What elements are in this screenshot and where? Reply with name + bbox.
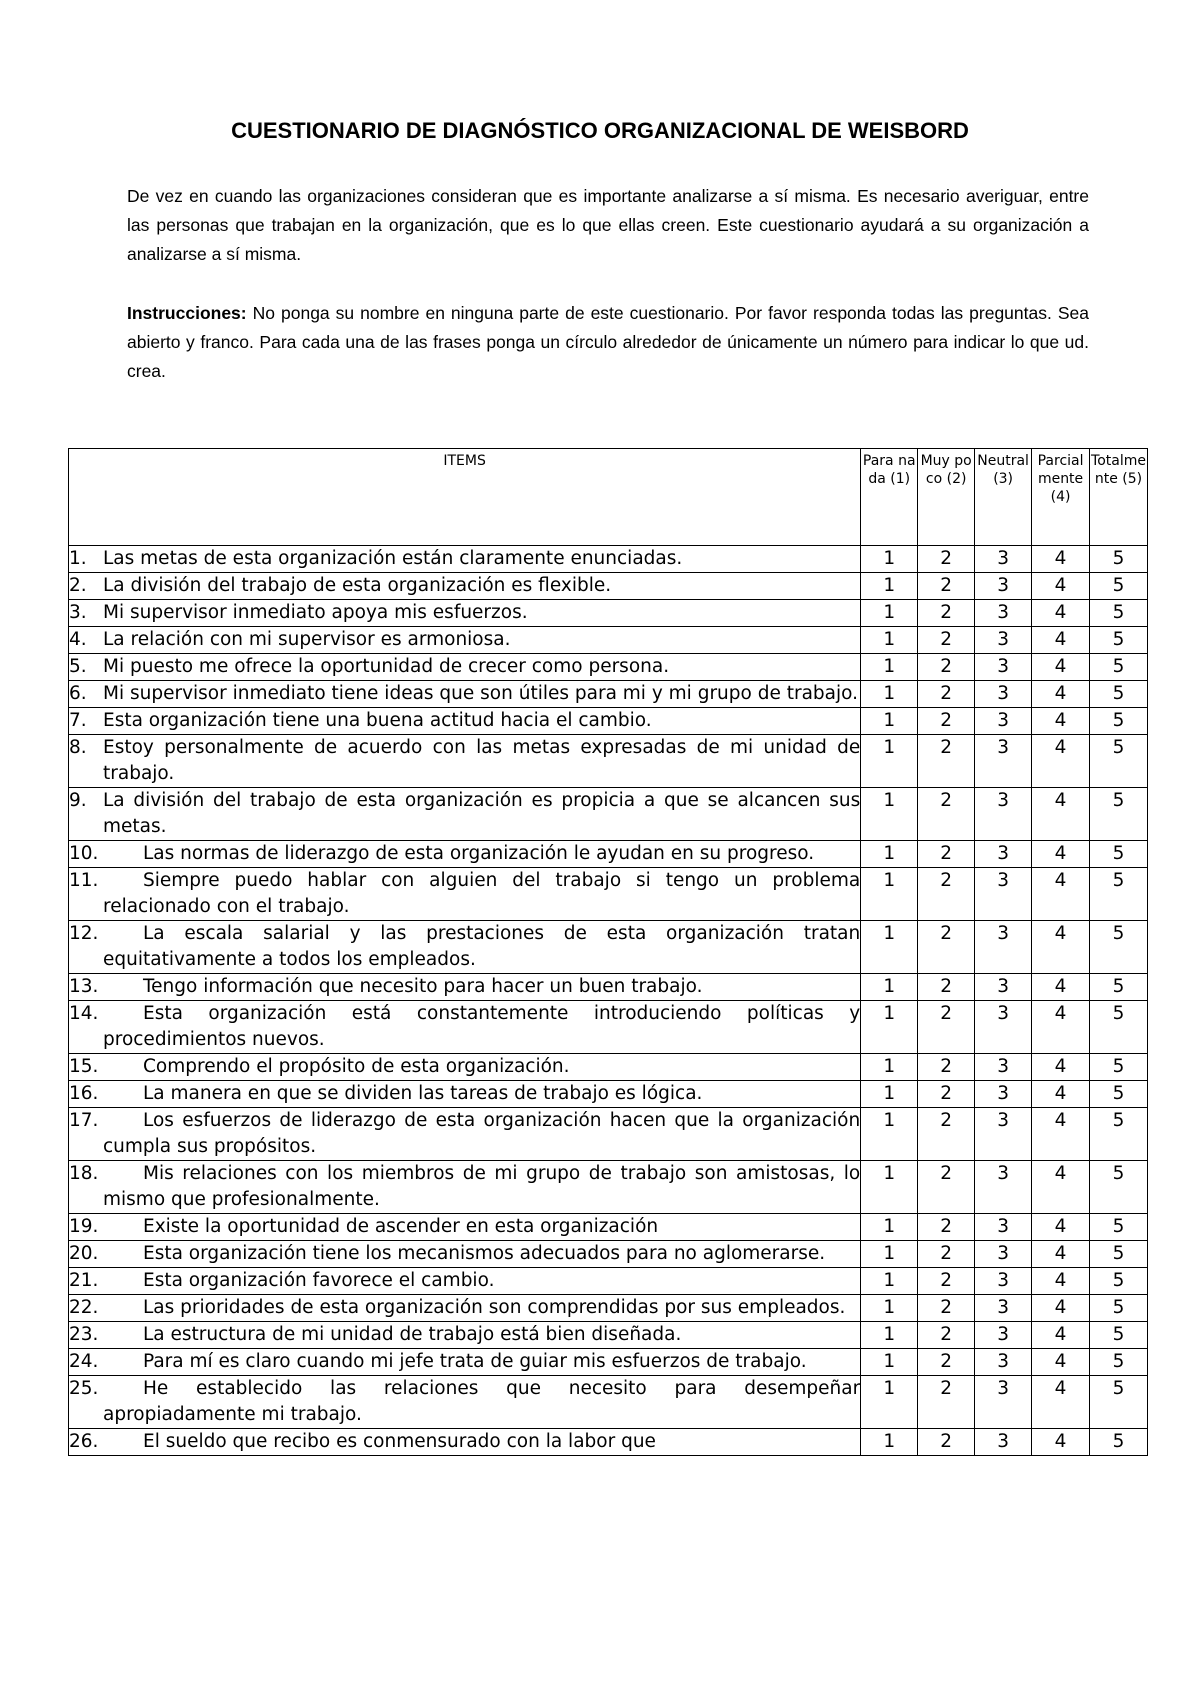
- item-number: 4.: [69, 629, 87, 650]
- rating-option-3[interactable]: 3: [975, 708, 1032, 735]
- item-number: 5.: [69, 656, 87, 677]
- rating-option-4[interactable]: 4: [1032, 974, 1090, 1001]
- item-content: [69, 788, 860, 840]
- item-number: 24.: [69, 1351, 99, 1372]
- item-text: Estoy personalmente de acuerdo con las metas expresadas de mi unidad de trabajo.: [103, 737, 861, 784]
- rating-option-4[interactable]: 4: [1032, 627, 1090, 654]
- item-cell: [69, 1214, 861, 1241]
- item-content: [69, 573, 860, 599]
- item-content: [69, 1241, 860, 1267]
- item-cell: [69, 573, 861, 600]
- rating-option-2[interactable]: 2: [918, 1349, 975, 1376]
- rating-option-4[interactable]: 4: [1032, 841, 1090, 868]
- rating-option-3[interactable]: 3: [975, 654, 1032, 681]
- item-text: La división del trabajo de esta organización es flexible.: [103, 575, 612, 596]
- item-content: [69, 974, 860, 1000]
- rating-option-5[interactable]: 5: [1090, 1241, 1148, 1268]
- rating-option-1[interactable]: 1: [861, 1295, 918, 1322]
- item-cell: [69, 1001, 861, 1054]
- rating-option-1[interactable]: 1: [861, 921, 918, 974]
- item-number: 2.: [69, 575, 87, 596]
- rating-option-2[interactable]: 2: [918, 1376, 975, 1429]
- rating-option-2[interactable]: 2: [918, 841, 975, 868]
- item-content: [69, 841, 860, 867]
- rating-option-4[interactable]: 4: [1032, 546, 1090, 573]
- rating-option-4[interactable]: 4: [1032, 1376, 1090, 1429]
- rating-option-2[interactable]: 2: [918, 546, 975, 573]
- item-number: 15.: [69, 1056, 99, 1077]
- item-content: [69, 1295, 860, 1321]
- rating-option-1[interactable]: 1: [861, 974, 918, 1001]
- item-text: Tengo información que necesito para hacer un buen trabajo.: [143, 976, 703, 997]
- rating-option-2[interactable]: 2: [918, 1322, 975, 1349]
- item-number: 1.: [69, 548, 87, 569]
- item-cell: [69, 921, 861, 974]
- rating-option-4[interactable]: 4: [1032, 1001, 1090, 1054]
- item-number: 9.: [69, 790, 87, 811]
- rating-option-5[interactable]: 5: [1090, 573, 1148, 600]
- item-content: [69, 708, 860, 734]
- rating-option-5[interactable]: 5: [1090, 788, 1148, 841]
- rating-option-3[interactable]: 3: [975, 1349, 1032, 1376]
- table-row: [69, 1376, 1148, 1429]
- item-number: 16.: [69, 1083, 99, 1104]
- item-cell: [69, 868, 861, 921]
- table-row: [69, 1108, 1148, 1161]
- item-content: [69, 600, 860, 626]
- table-row: [69, 573, 1148, 600]
- table-header-row: [69, 449, 1148, 546]
- instructions-paragraph: [127, 299, 1089, 386]
- rating-option-5[interactable]: 5: [1090, 1161, 1148, 1214]
- item-cell: [69, 1241, 861, 1268]
- rating-option-1[interactable]: 1: [861, 868, 918, 921]
- rating-option-1[interactable]: 1: [861, 600, 918, 627]
- item-text: Esta organización tiene una buena actitud hacia el cambio.: [103, 710, 652, 731]
- rating-option-2[interactable]: 2: [918, 735, 975, 788]
- rating-option-4[interactable]: 4: [1032, 1268, 1090, 1295]
- table-row: [69, 1214, 1148, 1241]
- rating-option-3[interactable]: 3: [975, 1054, 1032, 1081]
- item-text: La división del trabajo de esta organización es propicia a que se alcancen sus metas.: [103, 790, 861, 837]
- rating-option-4[interactable]: 4: [1032, 1322, 1090, 1349]
- item-text: Mis relaciones con los miembros de mi grupo de trabajo son amistosas, lo mismo que profesionalmente.: [103, 1163, 861, 1210]
- item-number: 13.: [69, 976, 99, 997]
- rating-option-2[interactable]: 2: [918, 1001, 975, 1054]
- item-text: Los esfuerzos de liderazgo de esta organización hacen que la organización cumpla sus propósitos.: [103, 1110, 861, 1157]
- table-row: [69, 921, 1148, 974]
- table-row: [69, 868, 1148, 921]
- rating-option-4[interactable]: 4: [1032, 1054, 1090, 1081]
- item-text: Mi supervisor inmediato tiene ideas que son útiles para mi y mi grupo de trabajo.: [103, 683, 859, 704]
- table-body: [69, 546, 1148, 1456]
- rating-option-5[interactable]: 5: [1090, 1349, 1148, 1376]
- rating-option-4[interactable]: 4: [1032, 868, 1090, 921]
- item-cell: [69, 1161, 861, 1214]
- item-text: Mi supervisor inmediato apoya mis esfuerzos.: [103, 602, 528, 623]
- item-text: Las normas de liderazgo de esta organización le ayudan en su progreso.: [143, 843, 815, 864]
- rating-option-3[interactable]: 3: [975, 841, 1032, 868]
- rating-option-4[interactable]: 4: [1032, 1295, 1090, 1322]
- rating-option-1[interactable]: 1: [861, 1214, 918, 1241]
- rating-option-3[interactable]: 3: [975, 1161, 1032, 1214]
- item-text: Esta organización está constantemente introduciendo políticas y procedimientos nuevos.: [103, 1003, 861, 1050]
- table-row: [69, 841, 1148, 868]
- item-cell: [69, 1295, 861, 1322]
- rating-option-1[interactable]: 1: [861, 573, 918, 600]
- rating-option-1[interactable]: 1: [861, 1108, 918, 1161]
- rating-option-1[interactable]: 1: [861, 1322, 918, 1349]
- item-cell: [69, 600, 861, 627]
- rating-option-2[interactable]: 2: [918, 1268, 975, 1295]
- rating-option-3[interactable]: 3: [975, 1081, 1032, 1108]
- rating-option-2[interactable]: 2: [918, 600, 975, 627]
- table-row: [69, 1054, 1148, 1081]
- rating-option-5[interactable]: 5: [1090, 1268, 1148, 1295]
- item-cell: [69, 546, 861, 573]
- item-text: Comprendo el propósito de esta organización.: [143, 1056, 570, 1077]
- item-number: 22.: [69, 1297, 99, 1318]
- rating-option-5[interactable]: 5: [1090, 921, 1148, 974]
- item-number: 12.: [69, 923, 99, 944]
- rating-option-3[interactable]: 3: [975, 1241, 1032, 1268]
- item-number: 21.: [69, 1270, 99, 1291]
- item-cell: [69, 708, 861, 735]
- rating-option-2[interactable]: 2: [918, 788, 975, 841]
- table-row: [69, 600, 1148, 627]
- item-number: 19.: [69, 1216, 99, 1237]
- table-row: [69, 546, 1148, 573]
- item-content: [69, 735, 860, 787]
- rating-option-3[interactable]: 3: [975, 974, 1032, 1001]
- rating-option-4[interactable]: 4: [1032, 681, 1090, 708]
- item-text: La manera en que se dividen las tareas de trabajo es lógica.: [143, 1083, 703, 1104]
- item-content: [69, 1001, 860, 1053]
- rating-option-1[interactable]: 1: [861, 1001, 918, 1054]
- item-number: 17.: [69, 1110, 99, 1131]
- rating-option-3[interactable]: 3: [975, 627, 1032, 654]
- intro-paragraph: De vez en cuando las organizaciones consideran que es importante analizarse a sí misma. Es necesario averiguar, entre las personas que trabajan en la organización, que es lo que ellas creen. Este cuestionario ayudará a su organización a analizarse a sí misma.: [127, 186, 1089, 264]
- rating-option-1[interactable]: 1: [861, 1268, 918, 1295]
- rating-option-4[interactable]: 4: [1032, 1214, 1090, 1241]
- table-row: [69, 1429, 1148, 1456]
- rating-option-5[interactable]: 5: [1090, 708, 1148, 735]
- rating-option-1[interactable]: 1: [861, 708, 918, 735]
- rating-option-4[interactable]: 4: [1032, 600, 1090, 627]
- item-content: [69, 1429, 860, 1455]
- rating-option-1[interactable]: 1: [861, 735, 918, 788]
- rating-option-5[interactable]: 5: [1090, 735, 1148, 788]
- rating-option-3[interactable]: 3: [975, 1001, 1032, 1054]
- rating-option-5[interactable]: 5: [1090, 600, 1148, 627]
- rating-option-1[interactable]: 1: [861, 841, 918, 868]
- rating-option-3[interactable]: 3: [975, 1295, 1032, 1322]
- item-cell: [69, 681, 861, 708]
- item-content: [69, 1161, 860, 1213]
- rating-option-1[interactable]: 1: [861, 654, 918, 681]
- item-text: El sueldo que recibo es conmensurado con la labor que: [143, 1431, 656, 1452]
- rating-option-3[interactable]: 3: [975, 1429, 1032, 1456]
- table-row: [69, 1001, 1148, 1054]
- rating-option-4[interactable]: 4: [1032, 573, 1090, 600]
- item-content: [69, 1081, 860, 1107]
- item-number: 23.: [69, 1324, 99, 1345]
- rating-option-5[interactable]: 5: [1090, 1054, 1148, 1081]
- rating-option-3[interactable]: 3: [975, 1322, 1032, 1349]
- item-number: 3.: [69, 602, 87, 623]
- table-row: [69, 735, 1148, 788]
- rating-option-2[interactable]: 2: [918, 921, 975, 974]
- item-text: La estructura de mi unidad de trabajo está bien diseñada.: [143, 1324, 682, 1345]
- table-row: [69, 1241, 1148, 1268]
- item-content: [69, 1054, 860, 1080]
- item-text: Mi puesto me ofrece la oportunidad de crecer como persona.: [103, 656, 670, 677]
- item-text: He establecido las relaciones que necesito para desempeñar apropiadamente mi trabajo.: [103, 1378, 861, 1425]
- item-number: 8.: [69, 737, 87, 758]
- item-number: 25.: [69, 1378, 99, 1399]
- rating-option-3[interactable]: 3: [975, 681, 1032, 708]
- rating-option-4[interactable]: 4: [1032, 1108, 1090, 1161]
- rating-option-4[interactable]: 4: [1032, 1241, 1090, 1268]
- table-row: [69, 681, 1148, 708]
- rating-option-2[interactable]: 2: [918, 681, 975, 708]
- option-header-1: Para nada (1): [861, 449, 918, 546]
- item-content: [69, 627, 860, 653]
- item-content: [69, 546, 860, 572]
- rating-option-5[interactable]: 5: [1090, 627, 1148, 654]
- rating-option-1[interactable]: 1: [861, 788, 918, 841]
- item-cell: [69, 1054, 861, 1081]
- item-cell: [69, 1268, 861, 1295]
- item-text: Para mí es claro cuando mi jefe trata de guiar mis esfuerzos de trabajo.: [143, 1351, 807, 1372]
- table-row: [69, 1322, 1148, 1349]
- option-header-5: Totalmente (5): [1090, 449, 1148, 546]
- rating-option-5[interactable]: 5: [1090, 841, 1148, 868]
- table-row: [69, 654, 1148, 681]
- item-text: La relación con mi supervisor es armoniosa.: [103, 629, 511, 650]
- item-cell: [69, 1322, 861, 1349]
- items-column-header: ITEMS: [69, 449, 861, 546]
- instructions-label: Instrucciones:: [127, 303, 247, 323]
- table-row: [69, 708, 1148, 735]
- rating-option-4[interactable]: 4: [1032, 1161, 1090, 1214]
- rating-option-2[interactable]: 2: [918, 573, 975, 600]
- rating-option-4[interactable]: 4: [1032, 735, 1090, 788]
- table-row: [69, 1161, 1148, 1214]
- rating-option-4[interactable]: 4: [1032, 654, 1090, 681]
- item-cell: [69, 735, 861, 788]
- rating-option-5[interactable]: 5: [1090, 1295, 1148, 1322]
- item-content: [69, 1268, 860, 1294]
- rating-option-4[interactable]: 4: [1032, 921, 1090, 974]
- rating-option-5[interactable]: 5: [1090, 1081, 1148, 1108]
- rating-option-4[interactable]: 4: [1032, 788, 1090, 841]
- rating-option-5[interactable]: 5: [1090, 1001, 1148, 1054]
- rating-option-3[interactable]: 3: [975, 868, 1032, 921]
- rating-option-4[interactable]: 4: [1032, 1081, 1090, 1108]
- rating-option-4[interactable]: 4: [1032, 1429, 1090, 1456]
- questionnaire-table: [68, 448, 1148, 1456]
- rating-option-1[interactable]: 1: [861, 1241, 918, 1268]
- rating-option-2[interactable]: 2: [918, 1081, 975, 1108]
- item-cell: [69, 841, 861, 868]
- item-number: 20.: [69, 1243, 99, 1264]
- rating-option-5[interactable]: 5: [1090, 1429, 1148, 1456]
- item-cell: [69, 1349, 861, 1376]
- rating-option-5[interactable]: 5: [1090, 546, 1148, 573]
- rating-option-3[interactable]: 3: [975, 921, 1032, 974]
- item-text: Siempre puedo hablar con alguien del trabajo si tengo un problema relacionado con el trabajo.: [103, 870, 861, 917]
- item-text: Esta organización favorece el cambio.: [143, 1270, 495, 1291]
- rating-option-2[interactable]: 2: [918, 1214, 975, 1241]
- rating-option-1[interactable]: 1: [861, 681, 918, 708]
- item-number: 6.: [69, 683, 87, 704]
- item-cell: [69, 788, 861, 841]
- rating-option-2[interactable]: 2: [918, 708, 975, 735]
- rating-option-3[interactable]: 3: [975, 1268, 1032, 1295]
- rating-option-5[interactable]: 5: [1090, 974, 1148, 1001]
- rating-option-2[interactable]: 2: [918, 1054, 975, 1081]
- item-text: Las metas de esta organización están claramente enunciadas.: [103, 548, 683, 569]
- rating-option-4[interactable]: 4: [1032, 1349, 1090, 1376]
- table-row: [69, 1349, 1148, 1376]
- item-content: [69, 1108, 860, 1160]
- table-row: [69, 974, 1148, 1001]
- item-cell: [69, 974, 861, 1001]
- rating-option-5[interactable]: 5: [1090, 868, 1148, 921]
- item-cell: [69, 654, 861, 681]
- rating-option-1[interactable]: 1: [861, 1429, 918, 1456]
- item-text: Las prioridades de esta organización son comprendidas por sus empleados.: [143, 1297, 846, 1318]
- rating-option-1[interactable]: 1: [861, 1161, 918, 1214]
- rating-option-2[interactable]: 2: [918, 1429, 975, 1456]
- option-header-4: Parcialmente (4): [1032, 449, 1090, 546]
- rating-option-2[interactable]: 2: [918, 654, 975, 681]
- rating-option-3[interactable]: 3: [975, 735, 1032, 788]
- table-row: [69, 1081, 1148, 1108]
- rating-option-2[interactable]: 2: [918, 974, 975, 1001]
- item-cell: [69, 1108, 861, 1161]
- rating-option-3[interactable]: 3: [975, 1108, 1032, 1161]
- rating-option-4[interactable]: 4: [1032, 708, 1090, 735]
- rating-option-5[interactable]: 5: [1090, 681, 1148, 708]
- rating-option-2[interactable]: 2: [918, 868, 975, 921]
- item-number: 18.: [69, 1163, 99, 1184]
- item-content: [69, 1376, 860, 1428]
- rating-option-5[interactable]: 5: [1090, 1322, 1148, 1349]
- table-row: [69, 627, 1148, 654]
- rating-option-2[interactable]: 2: [918, 1241, 975, 1268]
- item-text: La escala salarial y las prestaciones de esta organización tratan equitativamente a todos los empleados.: [103, 923, 861, 970]
- item-text: Esta organización tiene los mecanismos adecuados para no aglomerarse.: [143, 1243, 826, 1264]
- item-content: [69, 1214, 860, 1240]
- table-row: [69, 788, 1148, 841]
- item-cell: [69, 1429, 861, 1456]
- rating-option-3[interactable]: 3: [975, 573, 1032, 600]
- item-number: 10.: [69, 843, 99, 864]
- rating-option-2[interactable]: 2: [918, 1161, 975, 1214]
- instructions-text: No ponga su nombre en ninguna parte de este cuestionario. Por favor responda todas las preguntas. Sea abierto y franco. Para cada una de las frases ponga un círculo alrededor de únicamente un número para indicar lo que ud. crea.: [127, 303, 1089, 381]
- rating-option-5[interactable]: 5: [1090, 654, 1148, 681]
- rating-option-3[interactable]: 3: [975, 788, 1032, 841]
- item-cell: [69, 627, 861, 654]
- rating-option-1[interactable]: 1: [861, 546, 918, 573]
- item-number: 14.: [69, 1003, 99, 1024]
- item-number: 26.: [69, 1431, 99, 1452]
- table-row: [69, 1295, 1148, 1322]
- item-number: 11.: [69, 870, 99, 891]
- rating-option-3[interactable]: 3: [975, 600, 1032, 627]
- rating-option-1[interactable]: 1: [861, 1376, 918, 1429]
- item-content: [69, 681, 860, 707]
- item-content: [69, 654, 860, 680]
- item-text: Existe la oportunidad de ascender en esta organización: [143, 1216, 659, 1237]
- rating-option-1[interactable]: 1: [861, 1054, 918, 1081]
- table-row: [69, 1268, 1148, 1295]
- option-header-2: Muy poco (2): [918, 449, 975, 546]
- rating-option-2[interactable]: 2: [918, 627, 975, 654]
- rating-option-2[interactable]: 2: [918, 1295, 975, 1322]
- page-title: CUESTIONARIO DE DIAGNÓSTICO ORGANIZACIONAL DE WEISBORD: [231, 118, 969, 143]
- rating-option-3[interactable]: 3: [975, 546, 1032, 573]
- rating-option-5[interactable]: 5: [1090, 1108, 1148, 1161]
- rating-option-3[interactable]: 3: [975, 1376, 1032, 1429]
- rating-option-5[interactable]: 5: [1090, 1214, 1148, 1241]
- item-content: [69, 1322, 860, 1348]
- item-cell: [69, 1081, 861, 1108]
- item-content: [69, 921, 860, 973]
- rating-option-1[interactable]: 1: [861, 1081, 918, 1108]
- rating-option-1[interactable]: 1: [861, 1349, 918, 1376]
- rating-option-5[interactable]: 5: [1090, 1376, 1148, 1429]
- item-content: [69, 1349, 860, 1375]
- rating-option-2[interactable]: 2: [918, 1108, 975, 1161]
- item-content: [69, 868, 860, 920]
- rating-option-3[interactable]: 3: [975, 1214, 1032, 1241]
- rating-option-1[interactable]: 1: [861, 627, 918, 654]
- option-header-3: Neutral (3): [975, 449, 1032, 546]
- item-cell: [69, 1376, 861, 1429]
- item-number: 7.: [69, 710, 87, 731]
